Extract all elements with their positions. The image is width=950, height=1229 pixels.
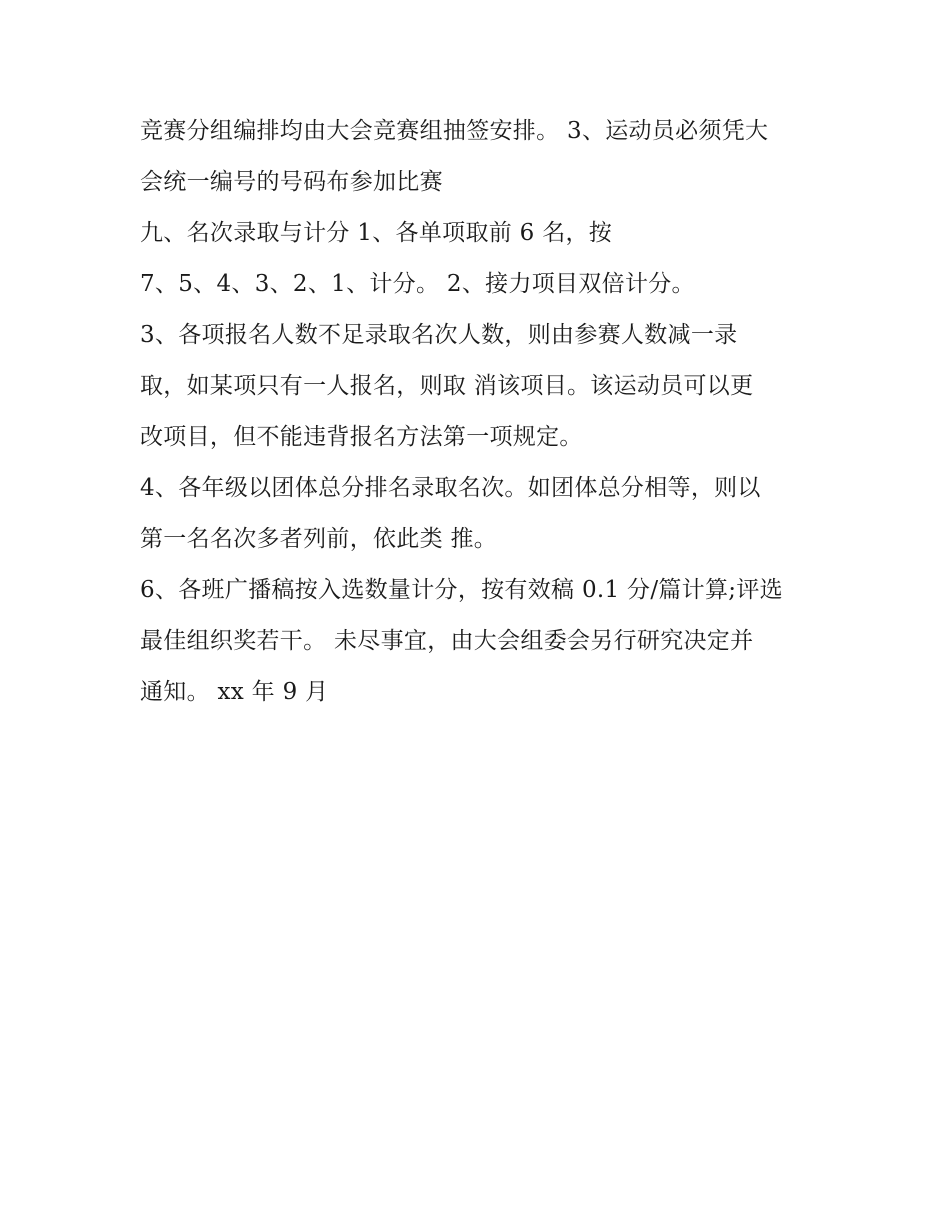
- text-line: 3、各项报名人数不足录取名次人数，则由参赛人数减一录: [140, 322, 738, 348]
- document-body: [140, 106, 820, 718]
- text-line: 7、5、4、3、2、1、计分。 2、接力项目双倍计分。: [140, 271, 695, 297]
- text-line: 竞赛分组编排均由大会竞赛组抽签安排。 3、运动员必须凭大: [140, 118, 769, 144]
- text-line: 会统一编号的号码布参加比赛: [140, 169, 443, 195]
- text-line: 最佳组织奖若干。 未尽事宜，由大会组委会另行研究决定并: [140, 628, 754, 654]
- text-line: 取，如某项只有一人报名，则取 消该项目。该运动员可以更: [140, 373, 754, 399]
- text-line: 第一名名次多者列前，依此类 推。: [140, 526, 498, 552]
- text-line: 九、名次录取与计分 1、各单项取前 6 名，按: [140, 220, 613, 246]
- text-line: 改项目，但不能违背报名方法第一项规定。: [140, 424, 583, 450]
- text-line: 4、各年级以团体总分排名录取名次。如团体总分相等，则以: [140, 475, 761, 501]
- text-line: 6、各班广播稿按入选数量计分，按有效稿 0.1 分/篇计算;评选: [140, 577, 783, 603]
- text-line: 通知。 xx 年 9 月: [140, 679, 329, 705]
